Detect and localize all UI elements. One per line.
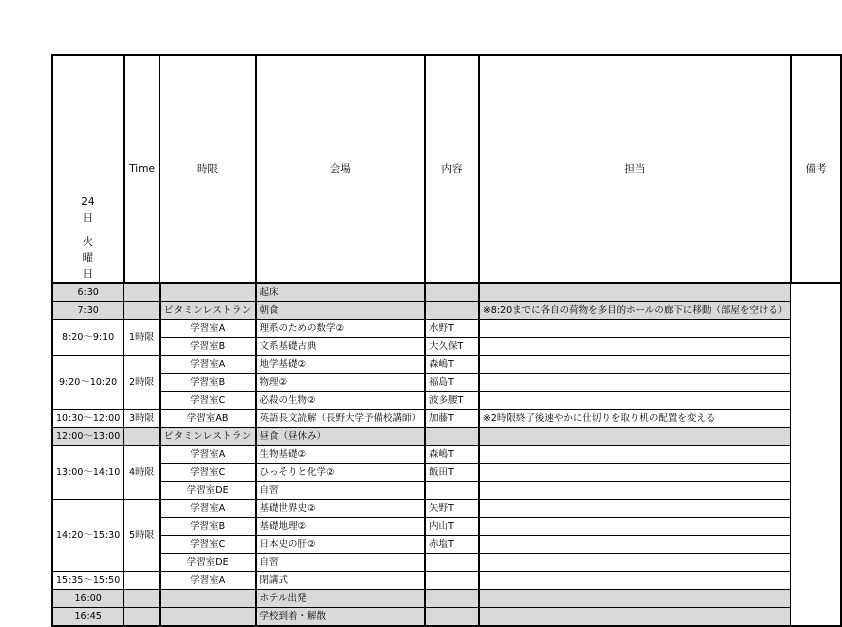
time-cell: 6:30 [52,283,124,302]
content-cell: ホテル出発 [256,590,426,608]
period-cell [124,590,160,608]
table-row [52,338,841,356]
period-cell: 4時限 [124,446,160,500]
period-cell: 5時限 [124,500,160,572]
content-cell: 朝食 [256,302,426,320]
content-cell: 物理② [256,374,426,392]
notes-cell [479,572,791,590]
teacher-cell [425,608,479,627]
time-cell: 15:35～15:50 [52,572,124,590]
day-date: 24 [81,196,95,208]
header-notes: 備考 [791,55,841,283]
teacher-cell: 波多腰T [425,392,479,410]
teacher-cell: 加藤T [425,410,479,428]
teacher-cell: 内山T [425,518,479,536]
table-row [52,356,841,374]
day-date-unit: 日 [82,212,94,224]
table-row [52,428,841,446]
teacher-cell: 水野T [425,320,479,338]
time-cell: 7:30 [52,302,124,320]
venue-cell [160,608,256,627]
table-row [52,283,841,302]
content-cell: 地学基礎② [256,356,426,374]
weekday-2: 曜 [82,252,94,264]
content-cell: 必殺の生物② [256,392,426,410]
period-cell [124,572,160,590]
content-cell: 自習 [256,482,426,500]
teacher-cell [425,590,479,608]
time-cell: 14:20～15:30 [52,500,124,572]
venue-cell: 学習室A [160,500,256,518]
period-cell: 2時限 [124,356,160,410]
content-cell: 文系基礎古典 [256,338,426,356]
header-teacher: 担当 [479,55,791,283]
notes-cell [479,446,791,464]
notes-cell [479,500,791,518]
schedule-table [51,54,842,627]
teacher-cell [425,302,479,320]
table-row [52,374,841,392]
content-cell: 基礎地理② [256,518,426,536]
notes-cell [479,320,791,338]
venue-cell: 学習室A [160,356,256,374]
notes-cell [479,518,791,536]
notes-cell: ※8:20までに各自の荷物を多目的ホールの廊下に移動（部屋を空ける） [479,302,791,320]
content-cell: 学校到着・解散 [256,608,426,627]
venue-cell: 学習室B [160,338,256,356]
table-row [52,482,841,500]
content-cell: 自習 [256,554,426,572]
notes-cell [479,356,791,374]
weekday-1: 火 [82,236,94,248]
notes-cell [479,464,791,482]
header-row [52,55,841,283]
header-venue: 会場 [256,55,426,283]
venue-cell [160,283,256,302]
venue-cell: 学習室DE [160,554,256,572]
notes-cell [479,374,791,392]
venue-cell: ビタミンレストラン [160,302,256,320]
teacher-cell: 飯田T [425,464,479,482]
day-cell [52,55,124,283]
venue-cell: 学習室B [160,374,256,392]
content-cell: ひっそりと化学② [256,464,426,482]
table-row [52,320,841,338]
notes-cell [479,392,791,410]
time-cell: 12:00～13:00 [52,428,124,446]
time-cell: 16:45 [52,608,124,627]
period-cell [124,608,160,627]
content-cell: 昼食（昼休み） [256,428,426,446]
notes-cell [479,428,791,446]
period-cell [124,302,160,320]
table-row [52,554,841,572]
weekday-3: 日 [82,268,94,280]
notes-cell [479,283,791,302]
notes-cell [479,554,791,572]
teacher-cell: 森嶋T [425,356,479,374]
content-cell: 日本史の肝② [256,536,426,554]
teacher-cell: 赤塩T [425,536,479,554]
teacher-cell: 福島T [425,374,479,392]
venue-cell: 学習室C [160,464,256,482]
time-cell: 13:00～14:10 [52,446,124,500]
teacher-cell: 大久保T [425,338,479,356]
table-row [52,572,841,590]
notes-cell [479,482,791,500]
content-cell: 英語長文読解（長野大学予備校講師） [256,410,426,428]
table-row [52,302,841,320]
table-row [52,608,841,627]
venue-cell: 学習室A [160,320,256,338]
venue-cell: 学習室B [160,518,256,536]
venue-cell: 学習室AB [160,410,256,428]
table-row [52,392,841,410]
teacher-cell [425,283,479,302]
notes-cell: ※2時限終了後速やかに仕切りを取り机の配置を変える [479,410,791,428]
table-row [52,464,841,482]
venue-cell: 学習室DE [160,482,256,500]
time-cell: 10:30～12:00 [52,410,124,428]
header-content: 内容 [425,55,479,283]
content-cell: 生物基礎② [256,446,426,464]
period-cell [124,283,160,302]
table-row [52,518,841,536]
content-cell: 理系のための数学② [256,320,426,338]
venue-cell: ビタミンレストラン [160,428,256,446]
teacher-cell [425,482,479,500]
venue-cell: 学習室A [160,446,256,464]
period-cell: 3時限 [124,410,160,428]
time-cell: 8:20～9:10 [52,320,124,356]
teacher-cell [425,554,479,572]
content-cell: 閉講式 [256,572,426,590]
venue-cell [160,590,256,608]
content-cell: 起床 [256,283,426,302]
period-cell [124,428,160,446]
time-cell: 16:00 [52,590,124,608]
table-row [52,446,841,464]
teacher-cell: 森嶋T [425,446,479,464]
time-cell: 9:20～10:20 [52,356,124,410]
table-row [52,590,841,608]
content-cell: 基礎世界史② [256,500,426,518]
notes-cell [479,536,791,554]
venue-cell: 学習室A [160,572,256,590]
header-time: Time [124,55,160,283]
table-row [52,536,841,554]
teacher-cell [425,428,479,446]
notes-cell [479,590,791,608]
venue-cell: 学習室C [160,536,256,554]
table-row [52,410,841,428]
period-cell: 1時限 [124,320,160,356]
teacher-cell: 矢野T [425,500,479,518]
header-period: 時限 [160,55,256,283]
table-row [52,500,841,518]
notes-cell [479,608,791,627]
teacher-cell [425,572,479,590]
venue-cell: 学習室C [160,392,256,410]
notes-cell [479,338,791,356]
